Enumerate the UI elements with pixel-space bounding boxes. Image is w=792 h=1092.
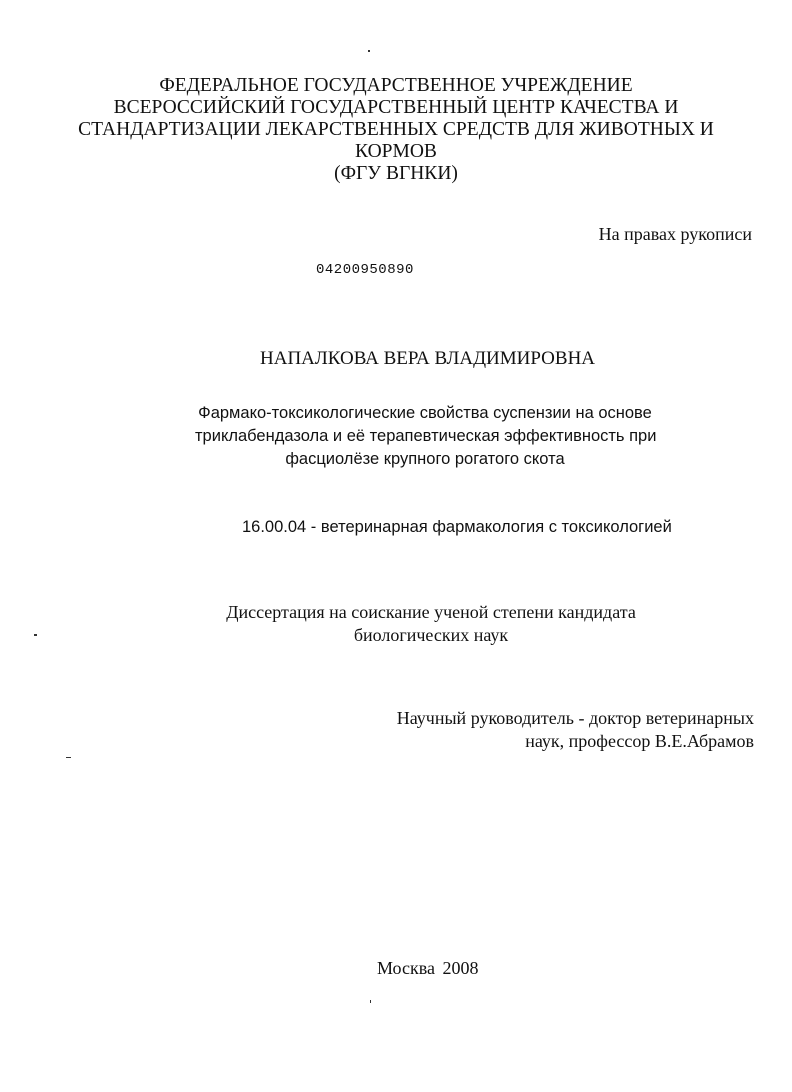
scan-speck <box>368 50 370 52</box>
scan-speck <box>370 1000 371 1003</box>
supervisor-line: Научный руководитель - доктор ветеринарных <box>396 708 754 728</box>
scan-speck <box>66 757 71 758</box>
degree-line: Диссертация на соискание ученой степени кандидата <box>226 602 636 622</box>
title-line: Фармако-токсикологические свойства суспензии на основе <box>198 404 652 422</box>
place-year: Москва 2008 <box>377 958 479 978</box>
author-name: НАПАЛКОВА ВЕРА ВЛАДИМИРОВНА <box>260 348 596 369</box>
specialty: 16.00.04 - ветеринарная фармакология с токсикологией <box>242 518 672 536</box>
header-line: СТАНДАРТИЗАЦИИ ЛЕКАРСТВЕННЫХ СРЕДСТВ ДЛЯ ЖИВОТНЫХ И <box>78 119 714 140</box>
degree-line: биологических наук <box>353 625 509 645</box>
manuscript-note: На правах рукописи <box>598 224 752 244</box>
header-line: (ФГУ ВГНКИ) <box>334 163 458 184</box>
header-line: ФЕДЕРАЛЬНОЕ ГОСУДАРСТВЕННОЕ УЧРЕЖДЕНИЕ <box>159 75 633 96</box>
scan-speck <box>34 634 37 636</box>
title-line: фасциолёзе крупного рогатого скота <box>285 450 565 468</box>
header-line: КОРМОВ <box>355 141 437 162</box>
supervisor-line: наук, профессор В.Е.Абрамов <box>525 731 754 751</box>
catalog-number: 04200950890 <box>316 262 414 278</box>
title-line: триклабендазола и её терапевтическая эффективность при <box>195 427 657 445</box>
header-line: ВСЕРОССИЙСКИЙ ГОСУДАРСТВЕННЫЙ ЦЕНТР КАЧЕСТВА И <box>113 97 679 118</box>
